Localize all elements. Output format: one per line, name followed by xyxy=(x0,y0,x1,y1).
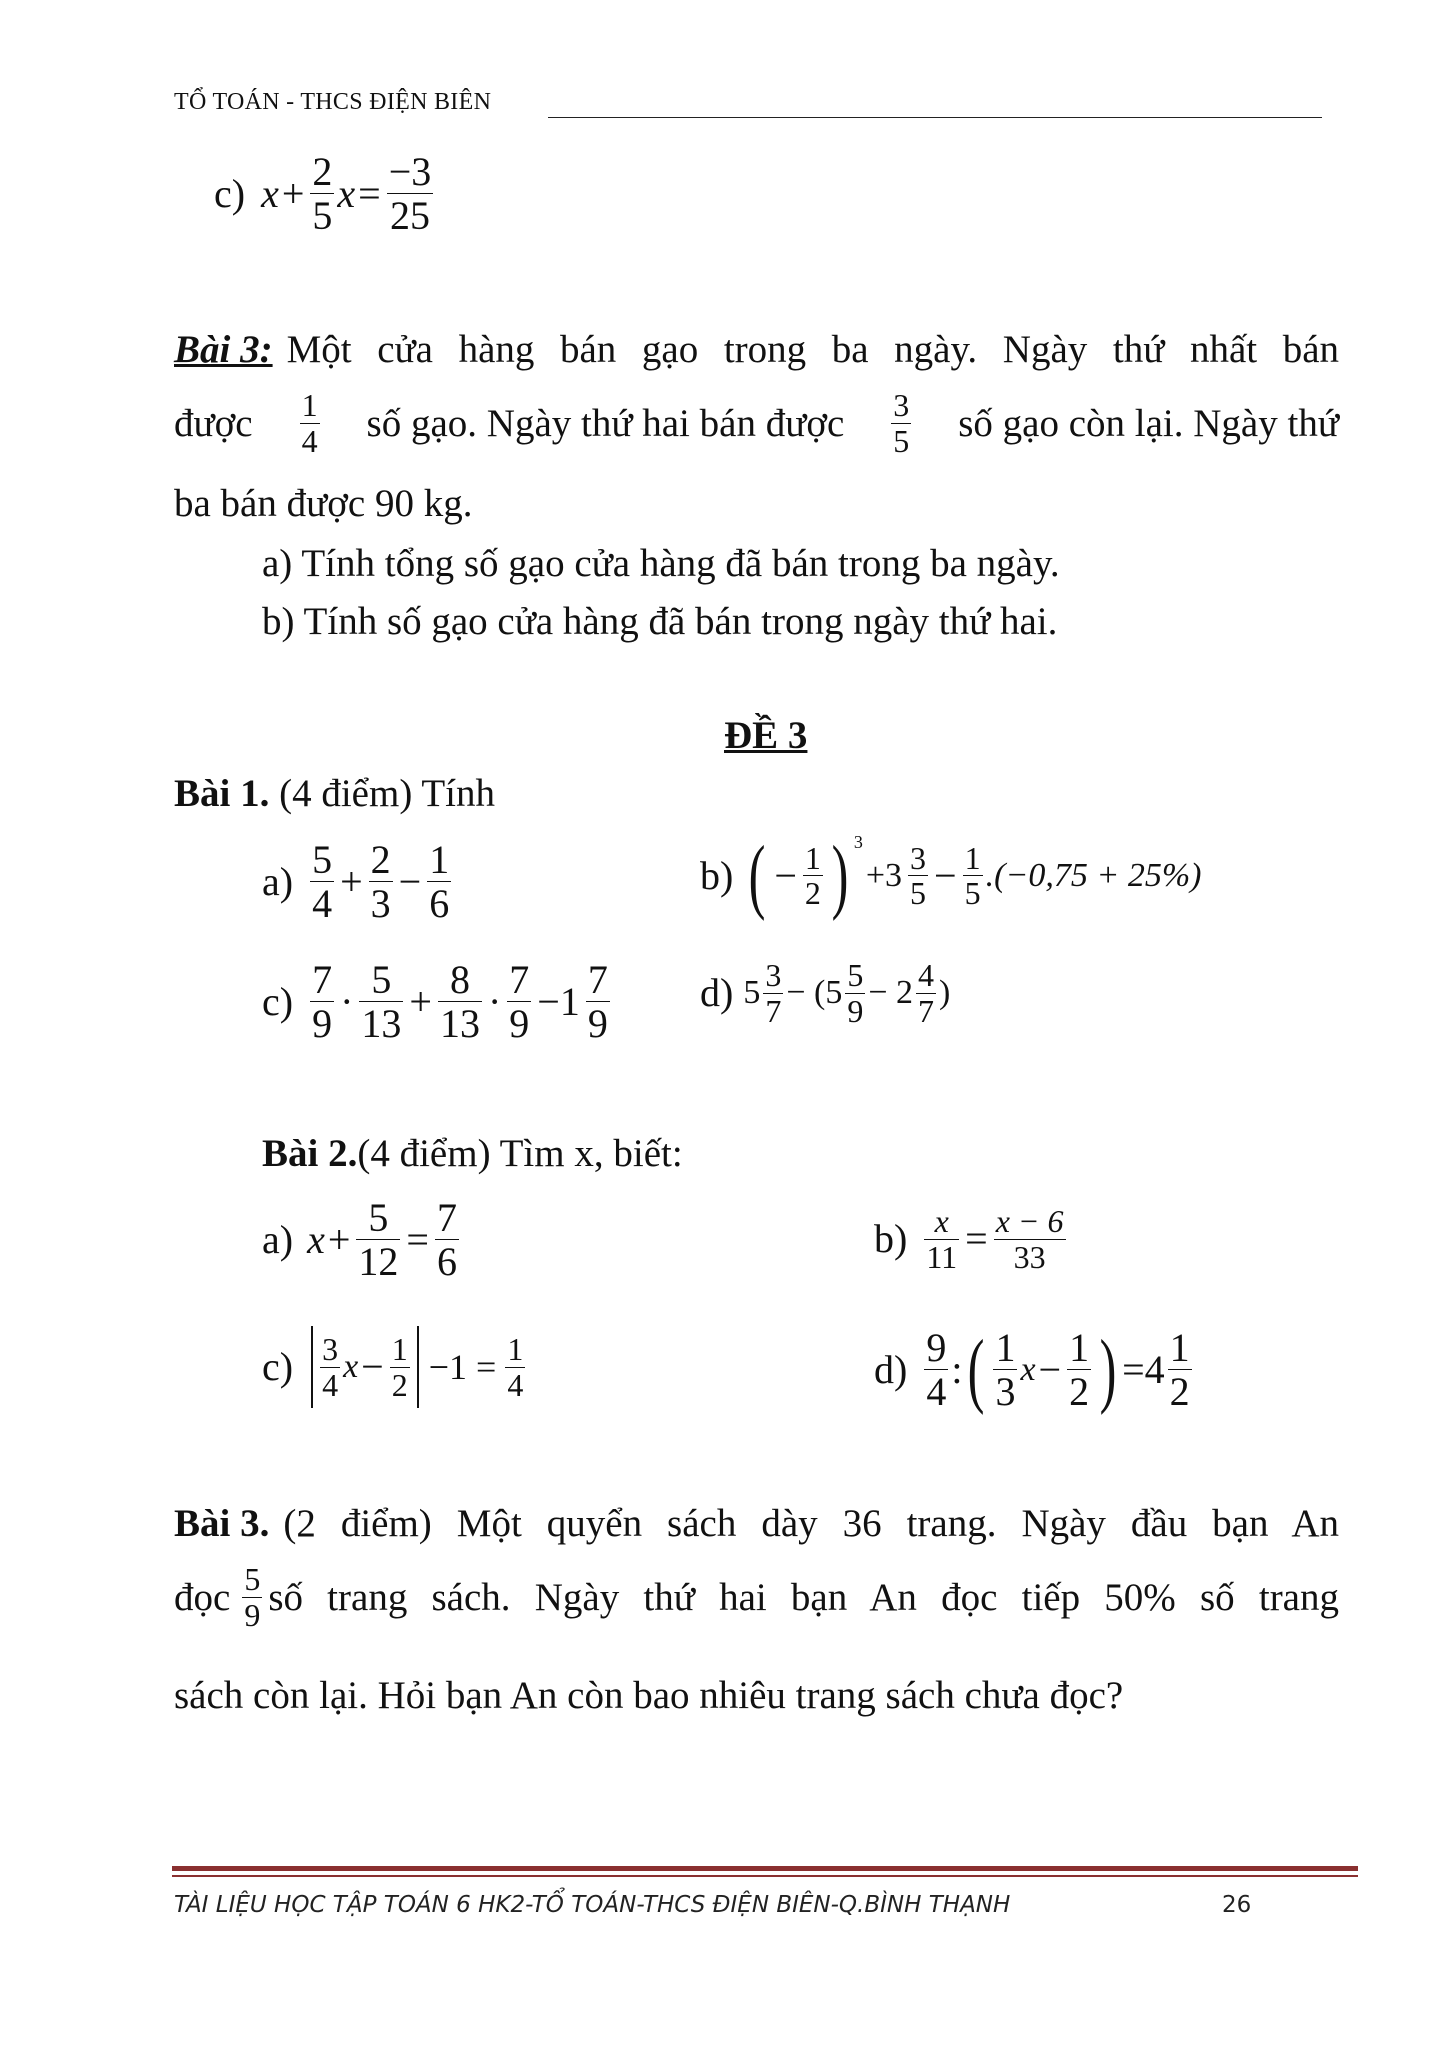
bai2-heading xyxy=(262,1134,683,1173)
item-label: a) xyxy=(262,858,294,904)
problem-text: Một cửa hàng bán gạo trong ba ngày. Ngày thứ nhất bán xyxy=(286,328,1339,371)
problem-title: Bài 1. xyxy=(174,772,270,815)
operator: + xyxy=(409,978,432,1024)
fraction: $\frac{7}{6}$ xyxy=(436,1195,457,1285)
operator: + xyxy=(281,170,305,216)
left-paren: ( xyxy=(748,829,766,922)
item-label: b) xyxy=(700,852,734,898)
variable-x: x xyxy=(261,170,279,216)
footer-rule-thin xyxy=(172,1875,1358,1877)
footer-rule-thick xyxy=(172,1866,1358,1871)
variable-x: x xyxy=(307,1216,325,1262)
bai3-prev-line1 xyxy=(174,330,1339,369)
operator: − xyxy=(1038,1346,1062,1392)
problem-text: số trang sách. Ngày thứ hai bạn An đọc tiếp 50% số trang xyxy=(268,1575,1339,1619)
left-paren: ( xyxy=(968,1322,985,1416)
problem-text: số gạo. Ngày thứ hai bán được xyxy=(366,401,845,445)
fraction: $\frac{2}{5}$ xyxy=(312,149,333,239)
fraction: $\frac{1}{2}$ xyxy=(804,839,821,912)
fraction: $\frac{5}{4}$ xyxy=(312,837,333,927)
expression-part: =4 xyxy=(1122,1346,1165,1392)
fraction: $\frac{1}{2}$ xyxy=(1169,1325,1190,1415)
fraction: $\frac{8}{13}$ xyxy=(439,957,480,1047)
bai1-item-b xyxy=(700,829,1202,922)
operator: + xyxy=(327,1216,351,1262)
fraction: $\frac{1}{5}$ xyxy=(964,839,981,912)
fraction: $\frac{5}{9}$ xyxy=(244,1561,261,1633)
problem-text: (2 điểm) Một quyển sách dày 36 trang. Ngày đầu bạn An xyxy=(283,1502,1339,1545)
fraction: $\frac{1}{2}$ xyxy=(391,1330,408,1403)
expression-part: ) xyxy=(939,974,951,1012)
fraction: $\frac{1}{4}$ xyxy=(301,387,318,459)
problem-text: (4 điểm) Tính xyxy=(279,772,496,815)
fraction: $\frac{3}{5}$ xyxy=(893,387,910,459)
bai3-line1 xyxy=(174,1504,1339,1543)
variable-x: x xyxy=(337,170,356,216)
operator: · xyxy=(340,978,354,1024)
item-label: c) xyxy=(262,1344,294,1389)
fraction: $\frac{9}{4}$ xyxy=(926,1325,947,1415)
problem-title: Bài 2. xyxy=(262,1132,358,1175)
header-rule xyxy=(548,117,1322,118)
whole-number: 5 xyxy=(743,974,761,1012)
fraction: $\frac{5}{9}$ xyxy=(847,957,864,1029)
expression-part: −1 = xyxy=(428,1347,497,1387)
fraction: $\frac{7}{9}$ xyxy=(312,957,333,1047)
fraction: $\frac{5}{12}$ xyxy=(358,1195,399,1285)
fraction: $\frac{3}{7}$ xyxy=(765,957,782,1029)
bai3-line3: sách còn lại. Hỏi bạn An còn bao nhiêu trang sách chưa đọc? xyxy=(174,1674,1124,1717)
variable-x: x xyxy=(1020,1350,1036,1388)
right-paren: ) xyxy=(1099,1322,1117,1416)
operator: : xyxy=(951,1346,963,1392)
item-label: c) xyxy=(262,978,294,1024)
problem-text: được xyxy=(174,401,253,445)
variable-x: x xyxy=(343,1348,359,1385)
bai3-prev-line2 xyxy=(174,388,1339,458)
bai1-item-c xyxy=(262,958,613,1045)
item-label: c) xyxy=(214,170,246,216)
bai2-item-b xyxy=(874,1204,1069,1274)
fraction: $\frac{5}{13}$ xyxy=(361,957,402,1047)
operator: − xyxy=(398,858,422,904)
section-title-de3: ĐỀ 3 xyxy=(724,714,808,757)
bai3-prev-question-a: a) Tính tổng số gạo cửa hàng đã bán trong ba ngày. xyxy=(262,542,1060,585)
fraction: $\frac{3}{4}$ xyxy=(322,1330,339,1403)
fraction: $\frac{7}{9}$ xyxy=(509,957,530,1047)
bai2-item-d xyxy=(874,1322,1195,1416)
operator: · xyxy=(487,978,502,1024)
abs-bar-right xyxy=(417,1326,419,1408)
fraction: $\frac{1}{4}$ xyxy=(507,1330,524,1403)
right-paren: ) xyxy=(831,829,849,922)
operator: = xyxy=(406,1216,429,1262)
fraction: $\frac{x}{11}$ xyxy=(926,1203,958,1275)
expression-part: − 2 xyxy=(868,974,914,1012)
bai1-item-d xyxy=(700,958,950,1028)
fraction: $\frac{2}{3}$ xyxy=(370,837,391,927)
fraction: $\frac{x - 6}{33}$ xyxy=(995,1203,1064,1275)
fraction: $\frac{7}{9}$ xyxy=(587,957,608,1047)
fraction: $\frac{3}{5}$ xyxy=(910,839,927,912)
operator: − xyxy=(361,1344,384,1389)
fraction: $\frac{4}{7}$ xyxy=(918,957,935,1029)
bai1-heading xyxy=(174,774,495,813)
item-label: d) xyxy=(874,1346,908,1392)
operator: = xyxy=(358,170,381,216)
operator: = xyxy=(965,1216,988,1262)
item-label: d) xyxy=(700,970,734,1016)
footer-text: TÀI LIỆU HỌC TẬP TOÁN 6 HK2-TỔ TOÁN-THCS ĐIỆN BIÊN-Q.BÌNH THẠNH xyxy=(174,1892,1011,1918)
fraction: $\frac{1}{6}$ xyxy=(429,837,450,927)
item-label: a) xyxy=(262,1216,294,1262)
operator: − xyxy=(934,852,957,898)
bai3-prev-line3: ba bán được 90 kg. xyxy=(174,482,473,525)
abs-bar-left xyxy=(311,1326,313,1408)
problem-title: Bài 3. xyxy=(174,1502,270,1545)
problem-text: đọc xyxy=(174,1575,231,1619)
fraction: $\frac{-3}{25}$ xyxy=(388,149,432,239)
expression-tail: .(−0,75 + 25%) xyxy=(985,856,1202,894)
top-equation-c xyxy=(214,150,436,237)
operator: + xyxy=(340,858,363,904)
bai3-prev-question-b: b) Tính số gạo cửa hàng đã bán trong ngày thứ hai. xyxy=(262,600,1058,643)
bai2-item-a xyxy=(262,1196,462,1283)
page-header-title: TỔ TOÁN - THCS ĐIỆN BIÊN xyxy=(174,89,492,115)
operator: −1 xyxy=(537,978,580,1024)
item-label: b) xyxy=(874,1216,908,1262)
bai2-item-c xyxy=(262,1326,528,1408)
operator: − xyxy=(774,852,797,898)
exponent: 3 xyxy=(853,831,863,852)
fraction: $\frac{1}{3}$ xyxy=(995,1325,1016,1415)
problem-text: số gạo còn lại. Ngày thứ xyxy=(958,401,1339,445)
bai3-line2 xyxy=(174,1562,1339,1632)
bai1-item-a xyxy=(262,838,454,925)
expression-part: − (5 xyxy=(786,974,843,1012)
problem-title: Bài 3: xyxy=(174,328,273,371)
page-number: 26 xyxy=(1222,1892,1252,1918)
operator: +3 xyxy=(865,856,903,894)
fraction: $\frac{1}{2}$ xyxy=(1069,1325,1090,1415)
problem-text: (4 điểm) Tìm x, biết: xyxy=(357,1132,683,1175)
